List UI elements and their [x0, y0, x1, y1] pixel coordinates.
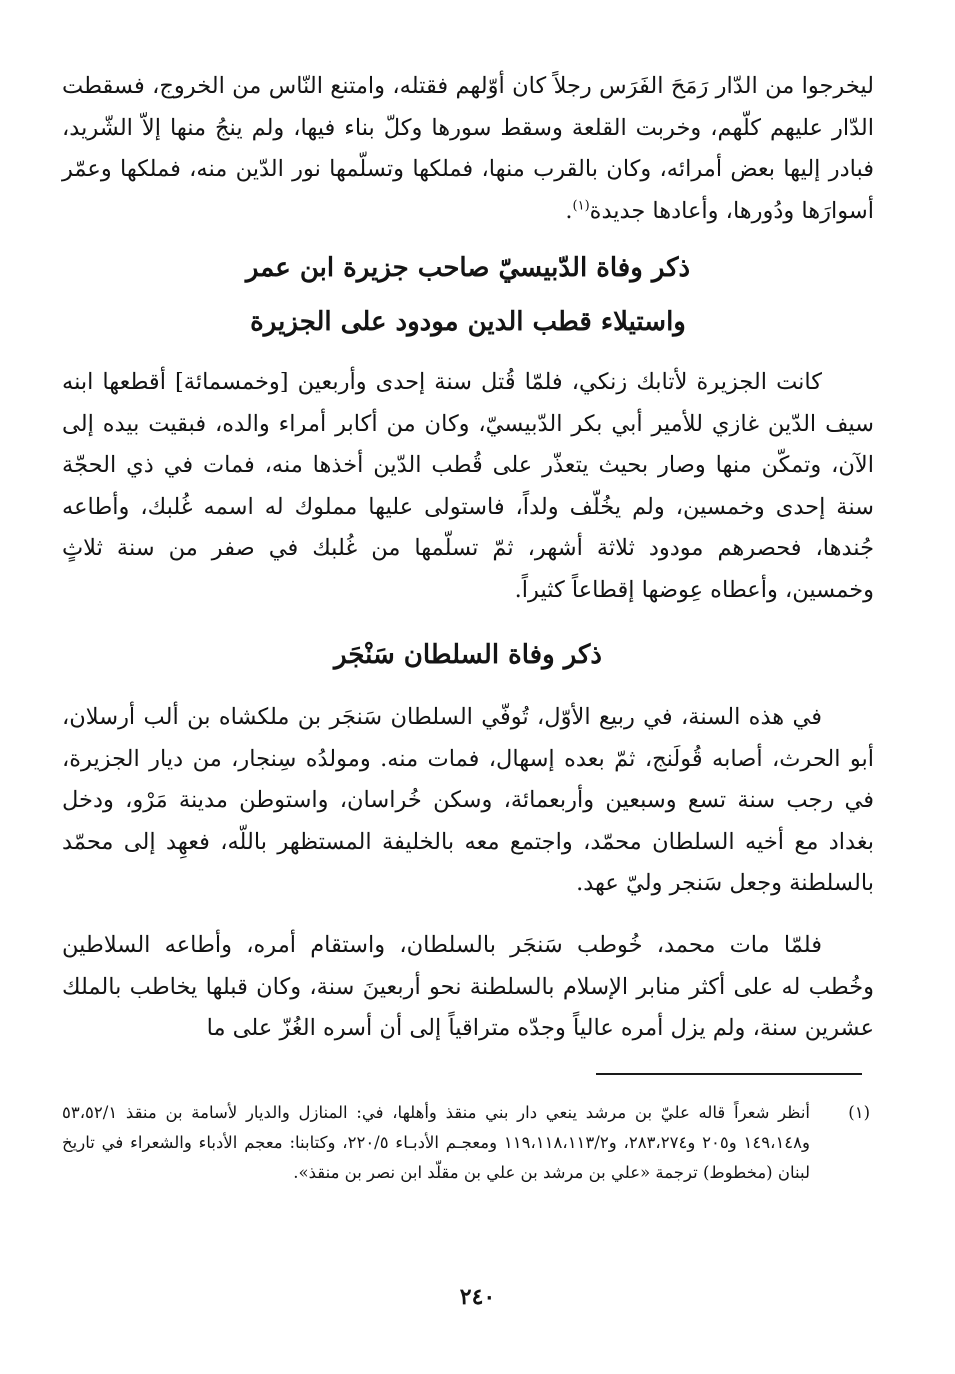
- section-heading-dubaysi-line2: واستيلاء قطب الدين مودود على الجزيرة: [250, 307, 686, 337]
- footnote: [62, 1098, 870, 1188]
- footnote-reference[interactable]: (١): [572, 198, 590, 213]
- paragraph-opening-end: .: [565, 197, 573, 224]
- page-number: ٢٤٠: [459, 1284, 496, 1310]
- footnote-separator: [596, 1073, 862, 1075]
- paragraph-sanjar-death: في هذه السنة، في ربيع الأوّل، تُوفّي السلطان سَنجَر بن ملكشاه بن ألب أرسلان، أبو الحرث، أصابه قُولَنج، ثمّ بعده إسهال، فمات منه. ومولدُه سِنجار، من ديار الجزيرة، في رجب سنة تسع وسبعين وأربعمائة، وسكن خُراسان، واستوطن مدينة مَرْو، ودخل بغداد مع أخيه السلطان محمّد، واجتمع معه بالخليفة المستظهر باللّه، فعهِد إلى محمّد بالسلطنة وجعل سَنجر وليّ عهد.: [62, 704, 874, 896]
- paragraph-opening: [62, 66, 874, 232]
- section-heading-dubaysi-line1: ذكر وفاة الدّبيسيّ صاحب جزيرة ابن عمر: [245, 253, 691, 283]
- paragraph-opening-text: ليخرجوا من الدّار رَمَحَ الفَرَس رجلاً كان أوّلهم فقتله، وامتنع النّاس من الخروج، فسقطت الدّار عليهم كلّهم، وخربت القلعة وسقط سورها وكلّ بناء فيها، ولم ينجُ منها إلاّ الشّريد، فبادر إليها بعض أمرائه، وكان بالقرب منها، فملكها وتسلّمها نور الدّين منه، فملكها وعمّر أسوارَها ودُورها، وأعادها جديدة: [62, 73, 874, 224]
- footnote-text: أنظر شعراً قاله عليّ بن مرشد ينعي دار بني منقذ وأهلها، في: المنازل والديار لأسامة بن منقذ ٥٣،٥٢/١ و١٤٩،١٤٨ و٢٠٥ و٢٨٣،٢٧٤، و١١٩،١١٨،١١٣/٢ ومعجـم الأدبـاء ٢٢٠/٥، وكتابنا: معجم الأدباء والشعراء في تاريخ لبنان (مخطوط) ترجمة «علي بن مرشد بن علي بن مقلّد ابن نصر بن منقذ».: [62, 1103, 810, 1182]
- paragraph-sanjar-reign: فلمّا مات محمد، خُوطب سَنجَر بالسلطان، واستقام أمره، وأطاعه السلاطين وخُطب له على أكثر منابر الإسلام بالسلطنة نحو أربعينَ سنة، وكان قبلها يخاطب بالملك عشرين سنة، ولم يزل أمره عالياً وجدّه متراقياً إلى أن أسره الغُزّ على ما: [62, 932, 874, 1041]
- footnote-marker: (١): [848, 1103, 870, 1122]
- paragraph-jazira: كانت الجزيرة لأتابك زنكي، فلمّا قُتل سنة إحدى وأربعين [وخمسمائة] أقطعها ابنه سيف الدّين غازي للأمير أبي بكر الدّبيسيّ، وكان من أكابر أمراء والده، فبقيت بيده إلى الآن، وتمكّن منها وصار بحيث يتعذّر على قُطب الدّين أخذها منه، فمات في ذي الحجّة سنة إحدى وخمسين، ولم يخُلّف ولداً، فاستولى عليها مملوك له اسمه غُلبك، وأطاعه جُندها، فحصرهم مودود ثلاثة أشهر، ثمّ تسلّمها من غُلبك في صفر من سنة ثلاثٍ وخمسين، وأعطاه عِوضها إقطاعاً كثيراً.: [62, 369, 874, 603]
- section-heading-sanjar: ذكر وفاة السلطان سَنْجَر: [333, 640, 603, 670]
